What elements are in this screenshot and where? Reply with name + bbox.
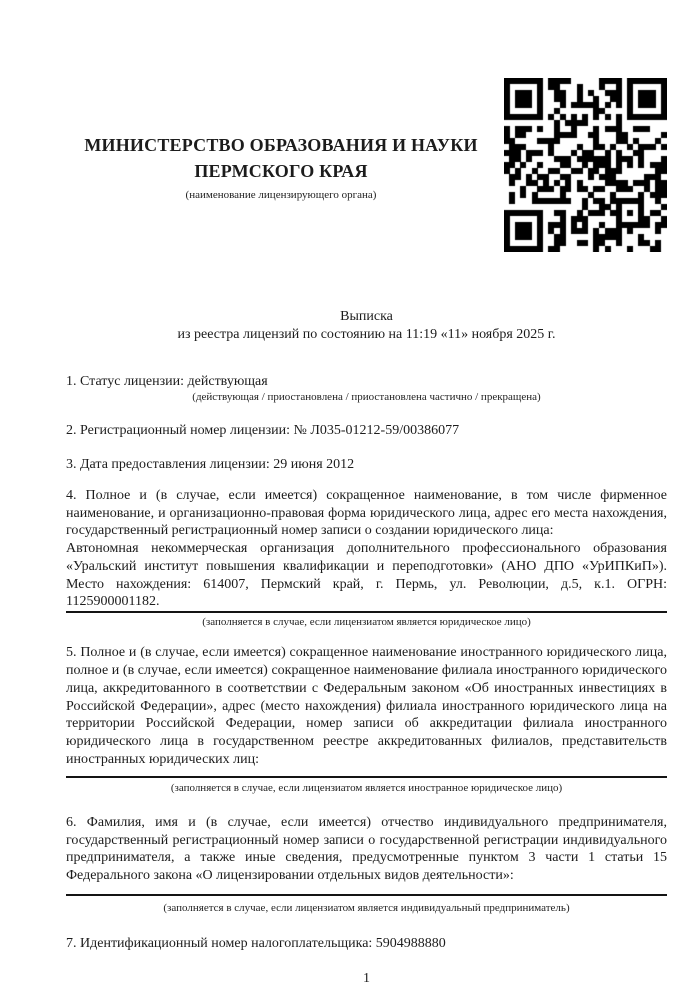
- qr-code: [504, 78, 667, 252]
- section-6-entrepreneur-heading: 6. Фамилия, имя и (в случае, если имеется) отчество индивидуального предпринимателя, государственный регистрационный номер записи о государственной регистрации индивидуального предпринимателя, а также иные сведения, предусмотренные пунктом 3 части 1 статьи 15 Федерального закона «О лицензировании отдельных видов деятельности»:: [66, 814, 667, 883]
- licensing-authority-caption: (наименование лицензирующего органа): [185, 189, 377, 201]
- section-2-registration-number: 2. Регистрационный номер лицензии: № Л035-01212-59/00386077: [66, 422, 460, 438]
- ministry-name-line1: МИНИСТЕРСТВО ОБРАЗОВАНИЯ И НАУКИ: [84, 135, 478, 155]
- section-1-license-status: 1. Статус лицензии: действующая: [66, 374, 268, 390]
- section-5-foreign-entity-heading: 5. Полное и (в случае, если имеется) сокращенное наименование иностранного юридического лица, полное и (в случае, если имеется) сокращенное наименование филиала иностранного юридического лица, аккредитованного в соответствии с Федеральным законом «Об иностранных инвестициях в Российской Федерации», адрес (место нахождения) филиала иностранного юридического лица на территории Российской Федерации, номер записи об аккредитации филиала иностранного юридического лица в государственном реестре аккредитованных филиалов, представительств иностранных юридических лиц:: [66, 645, 667, 767]
- section-7-taxpayer-number: 7. Идентификационный номер налогоплательщика: 5904988880: [66, 936, 446, 952]
- licensing-authority-block: [66, 132, 496, 202]
- document-title-line1: Выписка: [340, 309, 393, 324]
- document-title: [66, 308, 667, 343]
- document-title-line2: из реестра лицензий по состоянию на 11:19 «11» ноября 2025 г.: [177, 326, 556, 342]
- section-4-fill-line: [66, 611, 667, 613]
- section-5-caption: (заполняется в случае, если лицензиатом является иностранное юридическое лицо): [170, 782, 563, 795]
- section-4-legal-entity-heading: 4. Полное и (в случае, если имеется) сокращенное наименование, в том числе фирменное наименование, и организационно-правовая форма юридического лица, адрес его места нахождения, государственный регистрационный номер записи о создании юридического лица:: [66, 488, 667, 539]
- section-6-fill-line: [66, 894, 667, 896]
- page-number: 1: [363, 970, 370, 986]
- letterhead: [66, 0, 667, 252]
- section-3-license-date: 3. Дата предоставления лицензии: 29 июня 2012: [66, 457, 355, 473]
- section-1-caption: (действующая / приостановлена / приостановлена частично / прекращена): [192, 391, 541, 404]
- section-4-legal-entity-value: Автономная некоммерческая организация дополнительного профессионального образования «Уральский институт повышения квалификации и переподготовки» (АНО ДПО «УрИПКиП»). Место нахождения: 614007, Пермский край, г. Пермь, ул. Революции, д.5, к.1. ОГРН: 1125900001182.: [66, 541, 667, 610]
- ministry-name-line2: ПЕРМСКОГО КРАЯ: [194, 161, 368, 181]
- section-4-caption: (заполняется в случае, если лицензиатом является юридическое лицо): [202, 615, 531, 628]
- section-6-caption: (заполняется в случае, если лицензиатом является индивидуальный предприниматель): [163, 901, 570, 914]
- section-5-fill-line: [66, 776, 667, 778]
